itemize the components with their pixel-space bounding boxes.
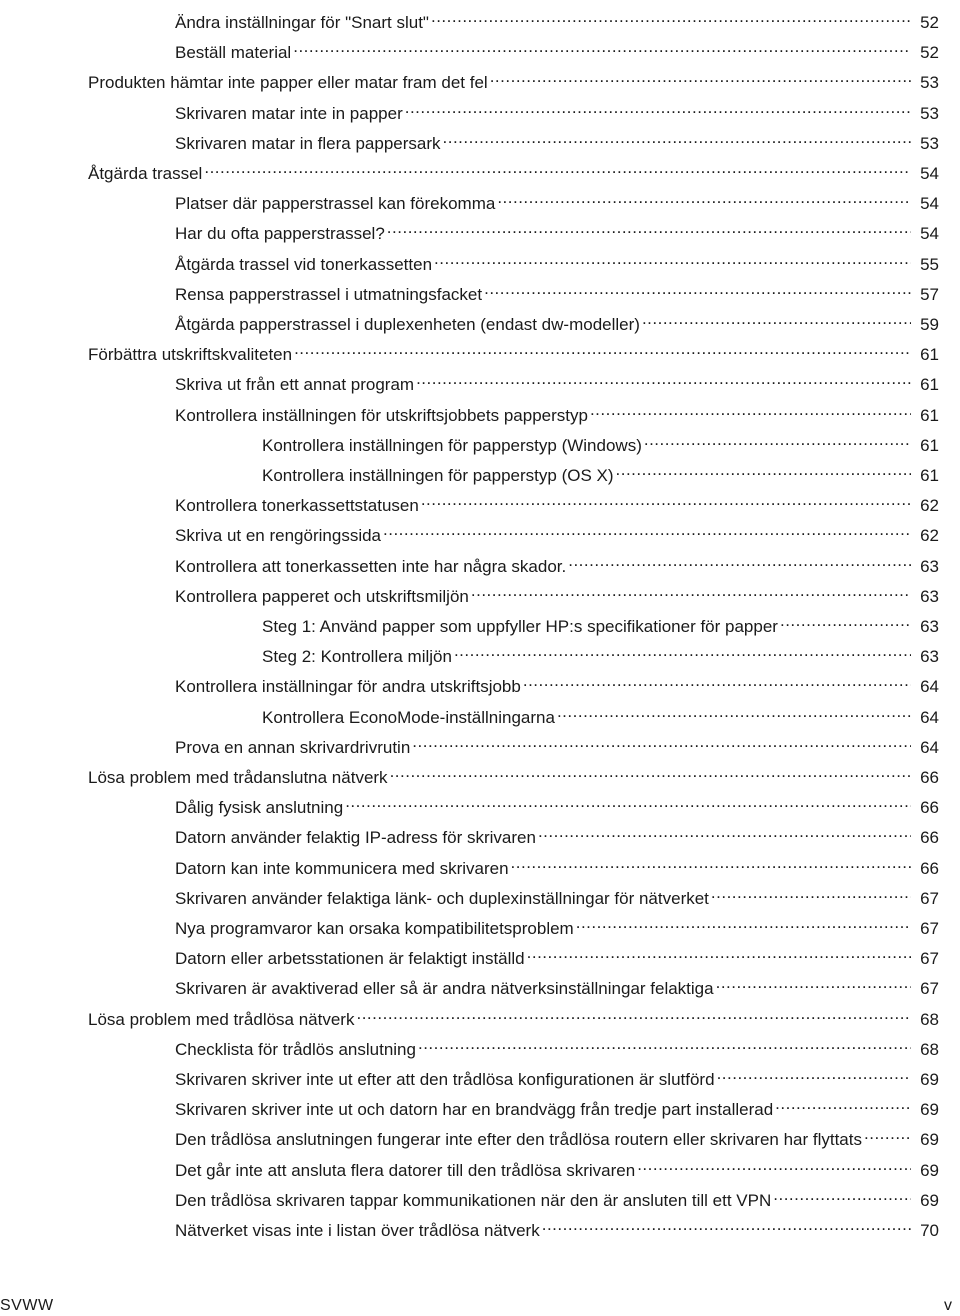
toc-entry[interactable]	[175, 183, 939, 214]
toc-entry[interactable]	[175, 1150, 939, 1180]
toc-entry-page-number: 53	[920, 103, 939, 123]
toc-dot-leader	[490, 62, 911, 88]
toc-dot-leader	[716, 968, 911, 994]
toc-entry-title: Datorn kan inte kommunicera med skrivaren	[175, 858, 509, 878]
toc-entry-page-number: 61	[920, 345, 939, 365]
toc-dot-leader	[484, 274, 911, 300]
toc-entry-title: Kontrollera inställningen för utskriftsjobbets papperstyp	[175, 405, 588, 425]
toc-entry[interactable]	[175, 395, 939, 425]
toc-dot-leader	[527, 938, 911, 964]
toc-entry-page-number: 67	[920, 979, 939, 999]
toc-entry[interactable]	[175, 32, 939, 63]
toc-dot-leader	[568, 546, 911, 572]
toc-entry-title: Kontrollera att tonerkassetten inte har några skador.	[175, 556, 567, 576]
toc-entry-page-number: 67	[920, 919, 939, 938]
footer-page-number: v	[944, 1297, 952, 1314]
toc-dot-leader	[717, 1059, 911, 1085]
toc-entry[interactable]	[88, 62, 939, 93]
toc-entry[interactable]	[88, 999, 939, 1029]
toc-entry-title: Produkten hämtar inte papper eller matar fram det fel	[88, 73, 488, 93]
toc-entry-title: Kontrollera inställningen för papperstyp (Windows)	[262, 435, 642, 455]
toc-entry-page-number: 66	[920, 798, 939, 818]
toc-dot-leader	[387, 213, 911, 239]
toc-entry-page-number: 69	[920, 1160, 939, 1180]
toc-dot-leader	[390, 757, 911, 783]
toc-dot-leader	[775, 1089, 911, 1115]
toc-entry-title: Beställ material	[175, 43, 292, 63]
toc-entry[interactable]	[175, 244, 939, 274]
toc-dot-leader	[523, 666, 911, 692]
toc-entry-page-number: 67	[920, 888, 939, 908]
toc-dot-leader	[557, 697, 911, 723]
toc-entry-title: Skrivaren matar in flera pappersark	[175, 133, 441, 153]
toc-dot-leader	[293, 32, 911, 58]
toc-entry-page-number: 64	[920, 677, 939, 697]
toc-entry[interactable]	[175, 908, 939, 938]
toc-entry-page-number: 53	[920, 73, 939, 93]
toc-dot-leader	[773, 1180, 911, 1206]
toc-entry-page-number: 54	[920, 194, 939, 214]
toc-dot-leader	[431, 2, 911, 28]
toc-entry-page-number: 66	[920, 858, 939, 878]
toc-entry-title: Datorn eller arbetsstationen är felaktigt inställd	[175, 949, 525, 969]
toc-entry[interactable]	[88, 153, 939, 183]
toc-entry[interactable]	[175, 727, 939, 757]
toc-entry-title: Datorn använder felaktig IP-adress för skrivaren	[175, 828, 536, 848]
toc-entry-title: Skrivaren är avaktiverad eller så är andra nätverksinställningar felaktiga	[175, 979, 714, 999]
toc-entry-title: Lösa problem med trådlösa nätverk	[88, 1009, 355, 1029]
toc-dot-leader	[471, 576, 911, 602]
toc-entry-title: Nya programvaror kan orsaka kompatibilitetsproblem	[175, 919, 574, 938]
toc-entry[interactable]	[175, 304, 939, 334]
toc-entry-title: Den trådlösa anslutningen fungerar inte efter den trådlösa routern eller skrivaren har flyttats	[175, 1130, 862, 1150]
toc-entry-title: Har du ofta papperstrassel?	[175, 224, 385, 244]
toc-entry-title: Nätverket visas inte i listan över trådlösa nätverk	[175, 1221, 540, 1240]
toc-entry-page-number: 61	[920, 466, 939, 485]
toc-dot-leader	[538, 817, 911, 843]
toc-entry-page-number: 57	[920, 284, 939, 304]
toc-entry-title: Skrivaren matar inte in papper	[175, 103, 403, 123]
toc-dot-leader	[412, 727, 911, 753]
toc-entry[interactable]	[262, 606, 939, 636]
toc-entry-page-number: 63	[920, 586, 939, 606]
toc-entry[interactable]	[175, 1089, 939, 1120]
toc-entry[interactable]	[175, 213, 939, 244]
toc-dot-leader	[345, 787, 911, 813]
toc-dot-leader	[576, 908, 911, 934]
footer-language-code: SVWW	[0, 1297, 54, 1314]
toc-entry[interactable]	[175, 848, 939, 878]
toc-entry[interactable]	[175, 1119, 939, 1150]
toc-entry-page-number: 64	[920, 737, 939, 757]
toc-entry[interactable]	[175, 546, 939, 576]
toc-entry-title: Platser där papperstrassel kan förekomma	[175, 194, 496, 214]
toc-entry-title: Åtgärda trassel	[88, 164, 203, 183]
toc-dot-leader	[356, 999, 911, 1025]
toc-entry[interactable]	[175, 1180, 939, 1210]
toc-entry[interactable]	[175, 93, 939, 123]
toc-entry-title: Kontrollera inställningar för andra utskriftsjobb	[175, 677, 521, 697]
toc-entry-title: Skrivaren använder felaktiga länk- och duplexinställningar för nätverket	[175, 888, 709, 908]
toc-entry-title: Skrivaren skriver inte ut efter att den trådlösa konfigurationen är slutförd	[175, 1070, 715, 1089]
toc-entry-title: Lösa problem med trådanslutna nätverk	[88, 768, 388, 787]
toc-entry-page-number: 69	[920, 1190, 939, 1210]
toc-entry[interactable]	[88, 334, 939, 365]
toc-entry[interactable]	[175, 787, 939, 818]
toc-dot-leader	[864, 1119, 911, 1145]
toc-entry-title: Rensa papperstrassel i utmatningsfacket	[175, 284, 483, 304]
toc-entry-title: Kontrollera papperet och utskriftsmiljön	[175, 586, 469, 606]
toc-entry[interactable]	[175, 1210, 939, 1240]
toc-entry-page-number: 62	[920, 526, 939, 546]
toc-entry-title: Checklista för trådlös anslutning	[175, 1039, 416, 1059]
toc-entry-title: Kontrollera tonerkassettstatusen	[175, 496, 419, 516]
toc-entry[interactable]	[175, 2, 939, 32]
toc-dot-leader	[418, 1029, 911, 1055]
toc-dot-leader	[780, 606, 911, 632]
toc-entry-title: Förbättra utskriftskvaliteten	[88, 345, 293, 365]
toc-entry[interactable]	[175, 485, 939, 516]
toc-dot-leader	[421, 485, 911, 511]
toc-dot-leader	[497, 183, 911, 209]
toc-entry-title: Åtgärda papperstrassel i duplexenheten (endast dw-modeller)	[175, 315, 640, 334]
toc-entry[interactable]	[262, 697, 939, 727]
toc-entry[interactable]	[175, 817, 939, 848]
toc-entry-page-number: 68	[920, 1009, 939, 1029]
toc-entry-page-number: 63	[920, 617, 939, 636]
toc-entry[interactable]	[262, 425, 939, 455]
toc-entry-page-number: 52	[920, 43, 939, 63]
toc-entry-page-number: 67	[920, 949, 939, 969]
toc-dot-leader	[542, 1210, 911, 1236]
toc-entry-page-number: 59	[920, 315, 939, 334]
toc-dot-leader	[383, 515, 911, 541]
toc-entry-page-number: 69	[920, 1130, 939, 1150]
toc-entry-page-number: 61	[920, 405, 939, 425]
toc-dot-leader	[616, 455, 911, 481]
toc-entry[interactable]	[262, 636, 939, 667]
toc-entry-title: Skriva ut en rengöringssida	[175, 526, 382, 546]
toc-entry-title: Skrivaren skriver inte ut och datorn har en brandvägg från tredje part installerad	[175, 1100, 774, 1120]
toc-entry-page-number: 70	[920, 1221, 939, 1240]
toc-entry[interactable]	[175, 968, 939, 999]
toc-entry-page-number: 62	[920, 496, 939, 516]
toc-dot-leader	[590, 395, 911, 421]
toc-entry-page-number: 63	[920, 647, 939, 667]
toc-dot-leader	[434, 244, 911, 270]
toc-entry-page-number: 61	[920, 375, 939, 395]
toc-dot-leader	[416, 364, 911, 390]
toc-entry-title: Prova en annan skrivardrivrutin	[175, 737, 411, 757]
toc-entry-page-number: 54	[920, 224, 939, 244]
toc-entry-page-number: 64	[920, 707, 939, 727]
toc-dot-leader	[294, 334, 911, 360]
toc-entry-title: Dålig fysisk anslutning	[175, 798, 344, 818]
toc-dot-leader	[443, 123, 911, 149]
toc-dot-leader	[711, 878, 911, 904]
toc-dot-leader	[405, 93, 911, 119]
toc-entry-page-number: 54	[920, 164, 939, 183]
toc-dot-leader	[644, 425, 911, 451]
toc-entry[interactable]	[175, 878, 939, 908]
toc-entry-page-number: 68	[920, 1039, 939, 1059]
toc-entry-page-number: 66	[920, 828, 939, 848]
toc-dot-leader	[637, 1150, 911, 1176]
toc-entry-page-number: 69	[920, 1070, 939, 1089]
toc-entry-page-number: 52	[920, 13, 939, 32]
toc-entry-title: Steg 2: Kontrollera miljön	[262, 647, 452, 667]
toc-entry-title: Steg 1: Använd papper som uppfyller HP:s specifikationer för papper	[262, 617, 778, 636]
toc-entry-title: Kontrollera EconoMode-inställningarna	[262, 707, 555, 727]
toc-entry-page-number: 55	[920, 254, 939, 274]
toc-dot-leader	[454, 636, 911, 662]
toc-entry-page-number: 61	[920, 435, 939, 455]
toc-entry-title: Kontrollera inställningen för papperstyp (OS X)	[262, 466, 614, 485]
toc-dot-leader	[204, 153, 911, 179]
toc-entry[interactable]	[88, 757, 939, 787]
toc-entry-title: Åtgärda trassel vid tonerkassetten	[175, 254, 433, 274]
toc-entry-title: Det går inte att ansluta flera datorer till den trådlösa skrivaren	[175, 1160, 636, 1180]
toc-entry[interactable]	[175, 938, 939, 969]
toc-entry-title: Skriva ut från ett annat program	[175, 375, 415, 395]
toc-dot-leader	[642, 304, 911, 330]
toc-dot-leader	[511, 848, 911, 874]
toc-entry[interactable]	[175, 515, 939, 546]
toc-entry[interactable]	[175, 123, 939, 153]
toc-entry[interactable]	[175, 576, 939, 606]
toc-entry[interactable]	[175, 666, 939, 697]
toc-entry[interactable]	[175, 364, 939, 395]
toc-entry-page-number: 63	[920, 556, 939, 576]
toc-entry-page-number: 53	[920, 133, 939, 153]
toc-entry[interactable]	[175, 1059, 939, 1089]
toc-entry-page-number: 69	[920, 1100, 939, 1120]
toc-entry-page-number: 66	[920, 768, 939, 787]
toc-entry[interactable]	[262, 455, 939, 485]
toc-entry-title: Den trådlösa skrivaren tappar kommunikationen när den är ansluten till ett VPN	[175, 1190, 772, 1210]
toc-entry[interactable]	[175, 1029, 939, 1059]
toc-entry-title: Ändra inställningar för "Snart slut"	[175, 13, 429, 32]
toc-entry[interactable]	[175, 274, 939, 304]
